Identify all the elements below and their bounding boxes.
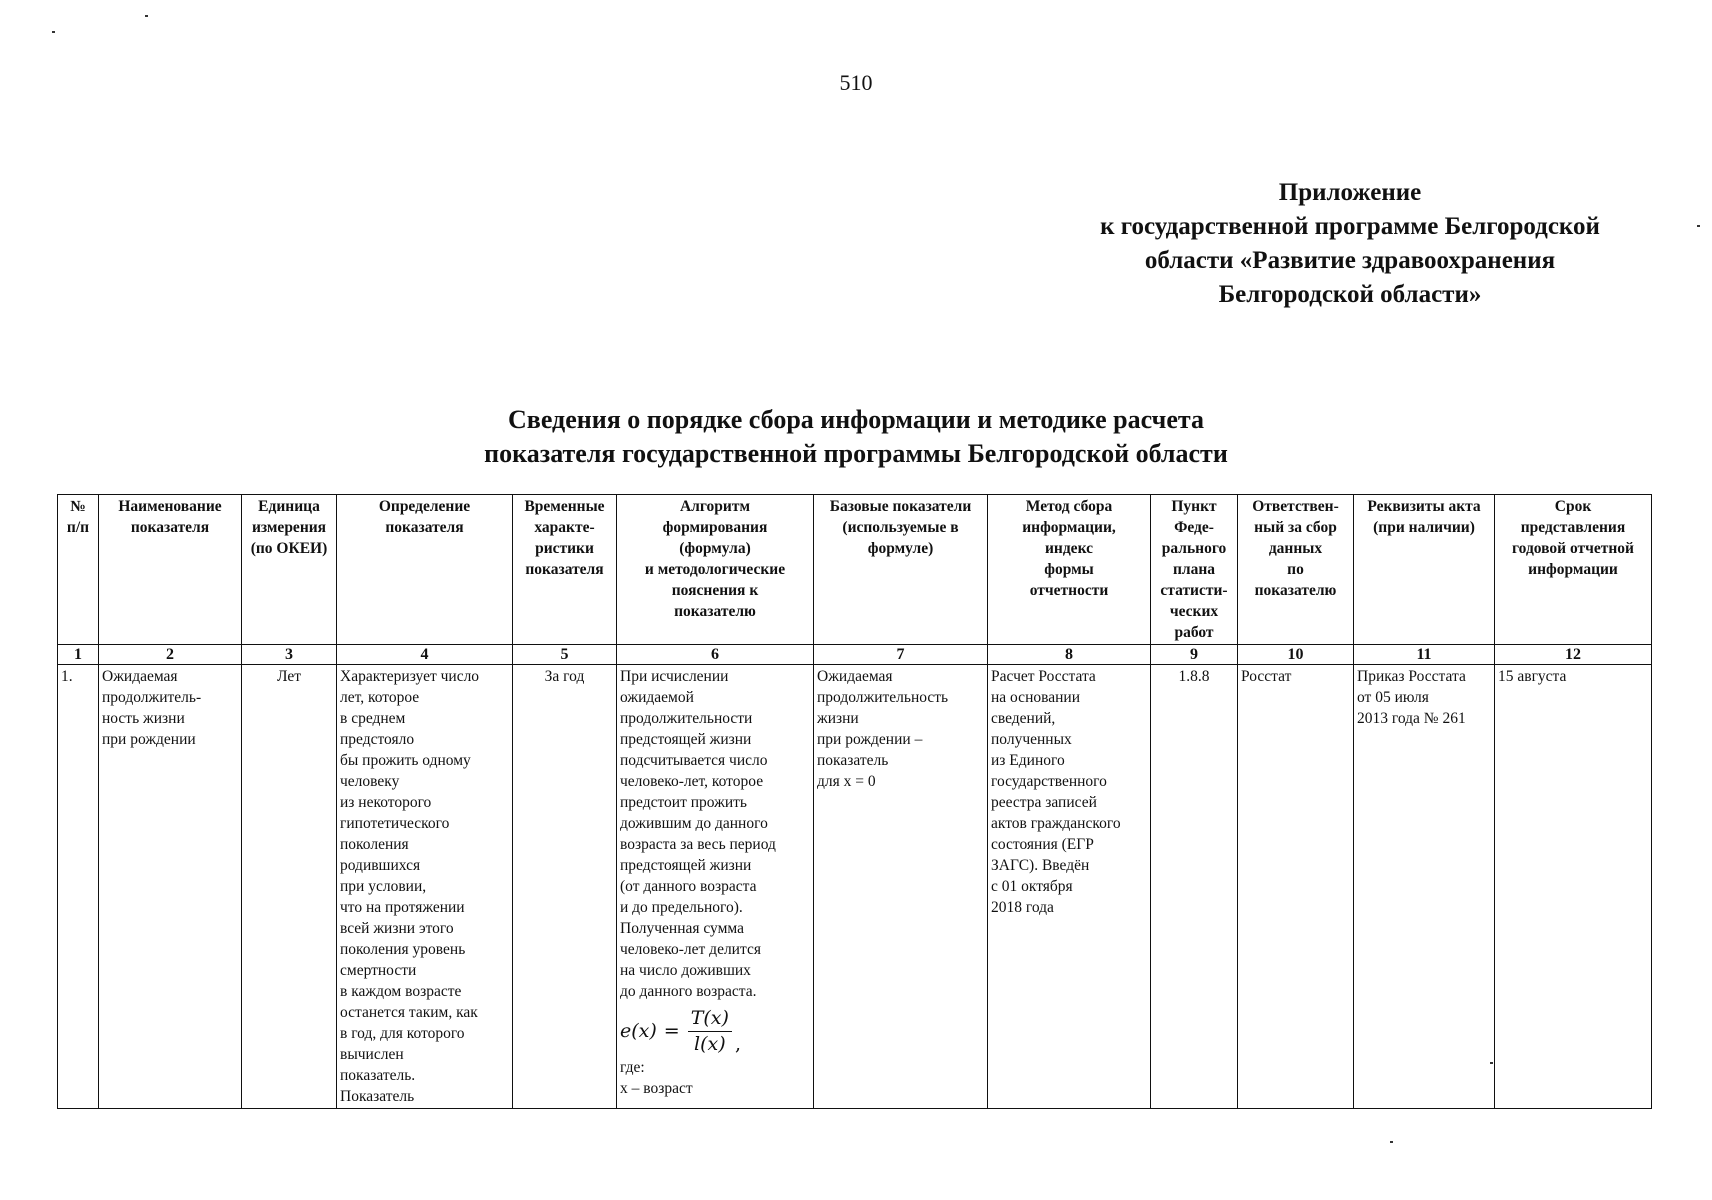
scan-speck: [1697, 225, 1700, 227]
column-number: 12: [1495, 645, 1652, 665]
column-number: 11: [1354, 645, 1495, 665]
header-cell-unit: Единица измерения (по ОКЕИ): [242, 495, 337, 645]
header-cell-name: Наименование показателя: [99, 495, 242, 645]
cell-unit: Лет: [242, 665, 337, 1109]
scan-speck: [145, 15, 148, 17]
column-number: 4: [337, 645, 513, 665]
header-cell-number: № п/п: [58, 495, 99, 645]
scan-speck: [1390, 1141, 1393, 1143]
formula-numerator: T(x): [688, 1008, 732, 1032]
cell-responsible: Росстат: [1238, 665, 1354, 1109]
appendix-line: Белгородской области»: [1218, 281, 1482, 308]
cell-collection-method: Расчет Росстата на основании сведений, полученных из Единого государственного реестра записей актов гражданского состояния (ЕГР ЗАГС). Введён с 01 октября 2018 года: [988, 665, 1151, 1109]
formula-equals: =: [663, 1020, 680, 1042]
column-number: 6: [617, 645, 814, 665]
cell-deadline: 15 августа: [1495, 665, 1652, 1109]
column-number: 7: [814, 645, 988, 665]
appendix-line: к государственной программе Белгородской: [1100, 213, 1600, 240]
formula-lhs: e(x): [620, 1020, 657, 1042]
algorithm-legend: где: х – возраст: [620, 1059, 693, 1097]
cell-time-characteristics: За год: [513, 665, 617, 1109]
table-row: [58, 665, 1652, 1109]
header-cell-definition: Определение показателя: [337, 495, 513, 645]
document-title: [0, 403, 1712, 471]
title-line: показателя государственной программы Белгородской области: [484, 439, 1228, 468]
cell-act-details: Приказ Росстата от 05 июля 2013 года № 261: [1354, 665, 1495, 1109]
column-number: 2: [99, 645, 242, 665]
header-cell-method: Метод сбора информации, индекс формы отчетности: [988, 495, 1151, 645]
table-header-row: [58, 495, 1652, 645]
appendix-line: области «Развитие здравоохранения: [1144, 247, 1556, 274]
algorithm-text: При исчислении ожидаемой продолжительности предстоящей жизни подсчитывается число человеко-лет, которое предстоит прожить дожившим до данного возраста за весь период предстоящей жизни (от данного возраста и до предельного). Полученная сумма человеко-лет делится на число доживших до данного возраста.: [620, 668, 776, 1000]
cell-indicator-name: Ожидаемая продолжитель- ность жизни при рождении: [99, 665, 242, 1109]
column-number: 8: [988, 645, 1151, 665]
column-number: 9: [1151, 645, 1238, 665]
indicator-info-table: [57, 494, 1652, 1109]
column-number: 3: [242, 645, 337, 665]
cell-federal-plan-item: 1.8.8: [1151, 665, 1238, 1109]
formula-denominator: l(x): [694, 1033, 726, 1055]
header-cell-deadline: Срок представления годовой отчетной информации: [1495, 495, 1652, 645]
cell-algorithm: [617, 665, 814, 1109]
formula-comma: ,: [734, 1033, 741, 1055]
appendix-line: Приложение: [1278, 179, 1422, 206]
header-cell-act: Реквизиты акта (при наличии): [1354, 495, 1495, 645]
column-number: 5: [513, 645, 617, 665]
formula-fraction: [688, 1008, 732, 1055]
header-cell-responsible: Ответствен- ный за сбор данных по показателю: [1238, 495, 1354, 645]
column-number: 1: [58, 645, 99, 665]
scan-speck: [52, 31, 55, 33]
header-cell-base: Базовые показатели (используемые в формуле): [814, 495, 988, 645]
scan-speck: [1490, 1062, 1493, 1064]
cell-base-indicators: Ожидаемая продолжительность жизни при рождении – показатель для х = 0: [814, 665, 988, 1109]
header-cell-time: Временные характе- ристики показателя: [513, 495, 617, 645]
title-line: Сведения о порядке сбора информации и методике расчета: [508, 405, 1204, 434]
column-number: 10: [1238, 645, 1354, 665]
column-number-row: [58, 645, 1652, 665]
appendix-header: [1020, 176, 1680, 312]
page-number: 510: [839, 70, 873, 95]
cell-row-number: 1.: [58, 665, 99, 1109]
header-cell-plan: Пункт Феде- рального плана статисти- ческих работ: [1151, 495, 1238, 645]
header-cell-algorithm: Алгоритм формирования (формула) и методологические пояснения к показателю: [617, 495, 814, 645]
life-expectancy-formula: [620, 1008, 741, 1055]
cell-definition: Характеризует число лет, которое в среднем предстояло бы прожить одному человеку из некоторого гипотетического поколения родившихся при условии, что на протяжении всей жизни этого поколения уровень смертности в каждом возрасте останется таким, как в год, для которого вычислен показатель. Показатель: [337, 665, 513, 1109]
